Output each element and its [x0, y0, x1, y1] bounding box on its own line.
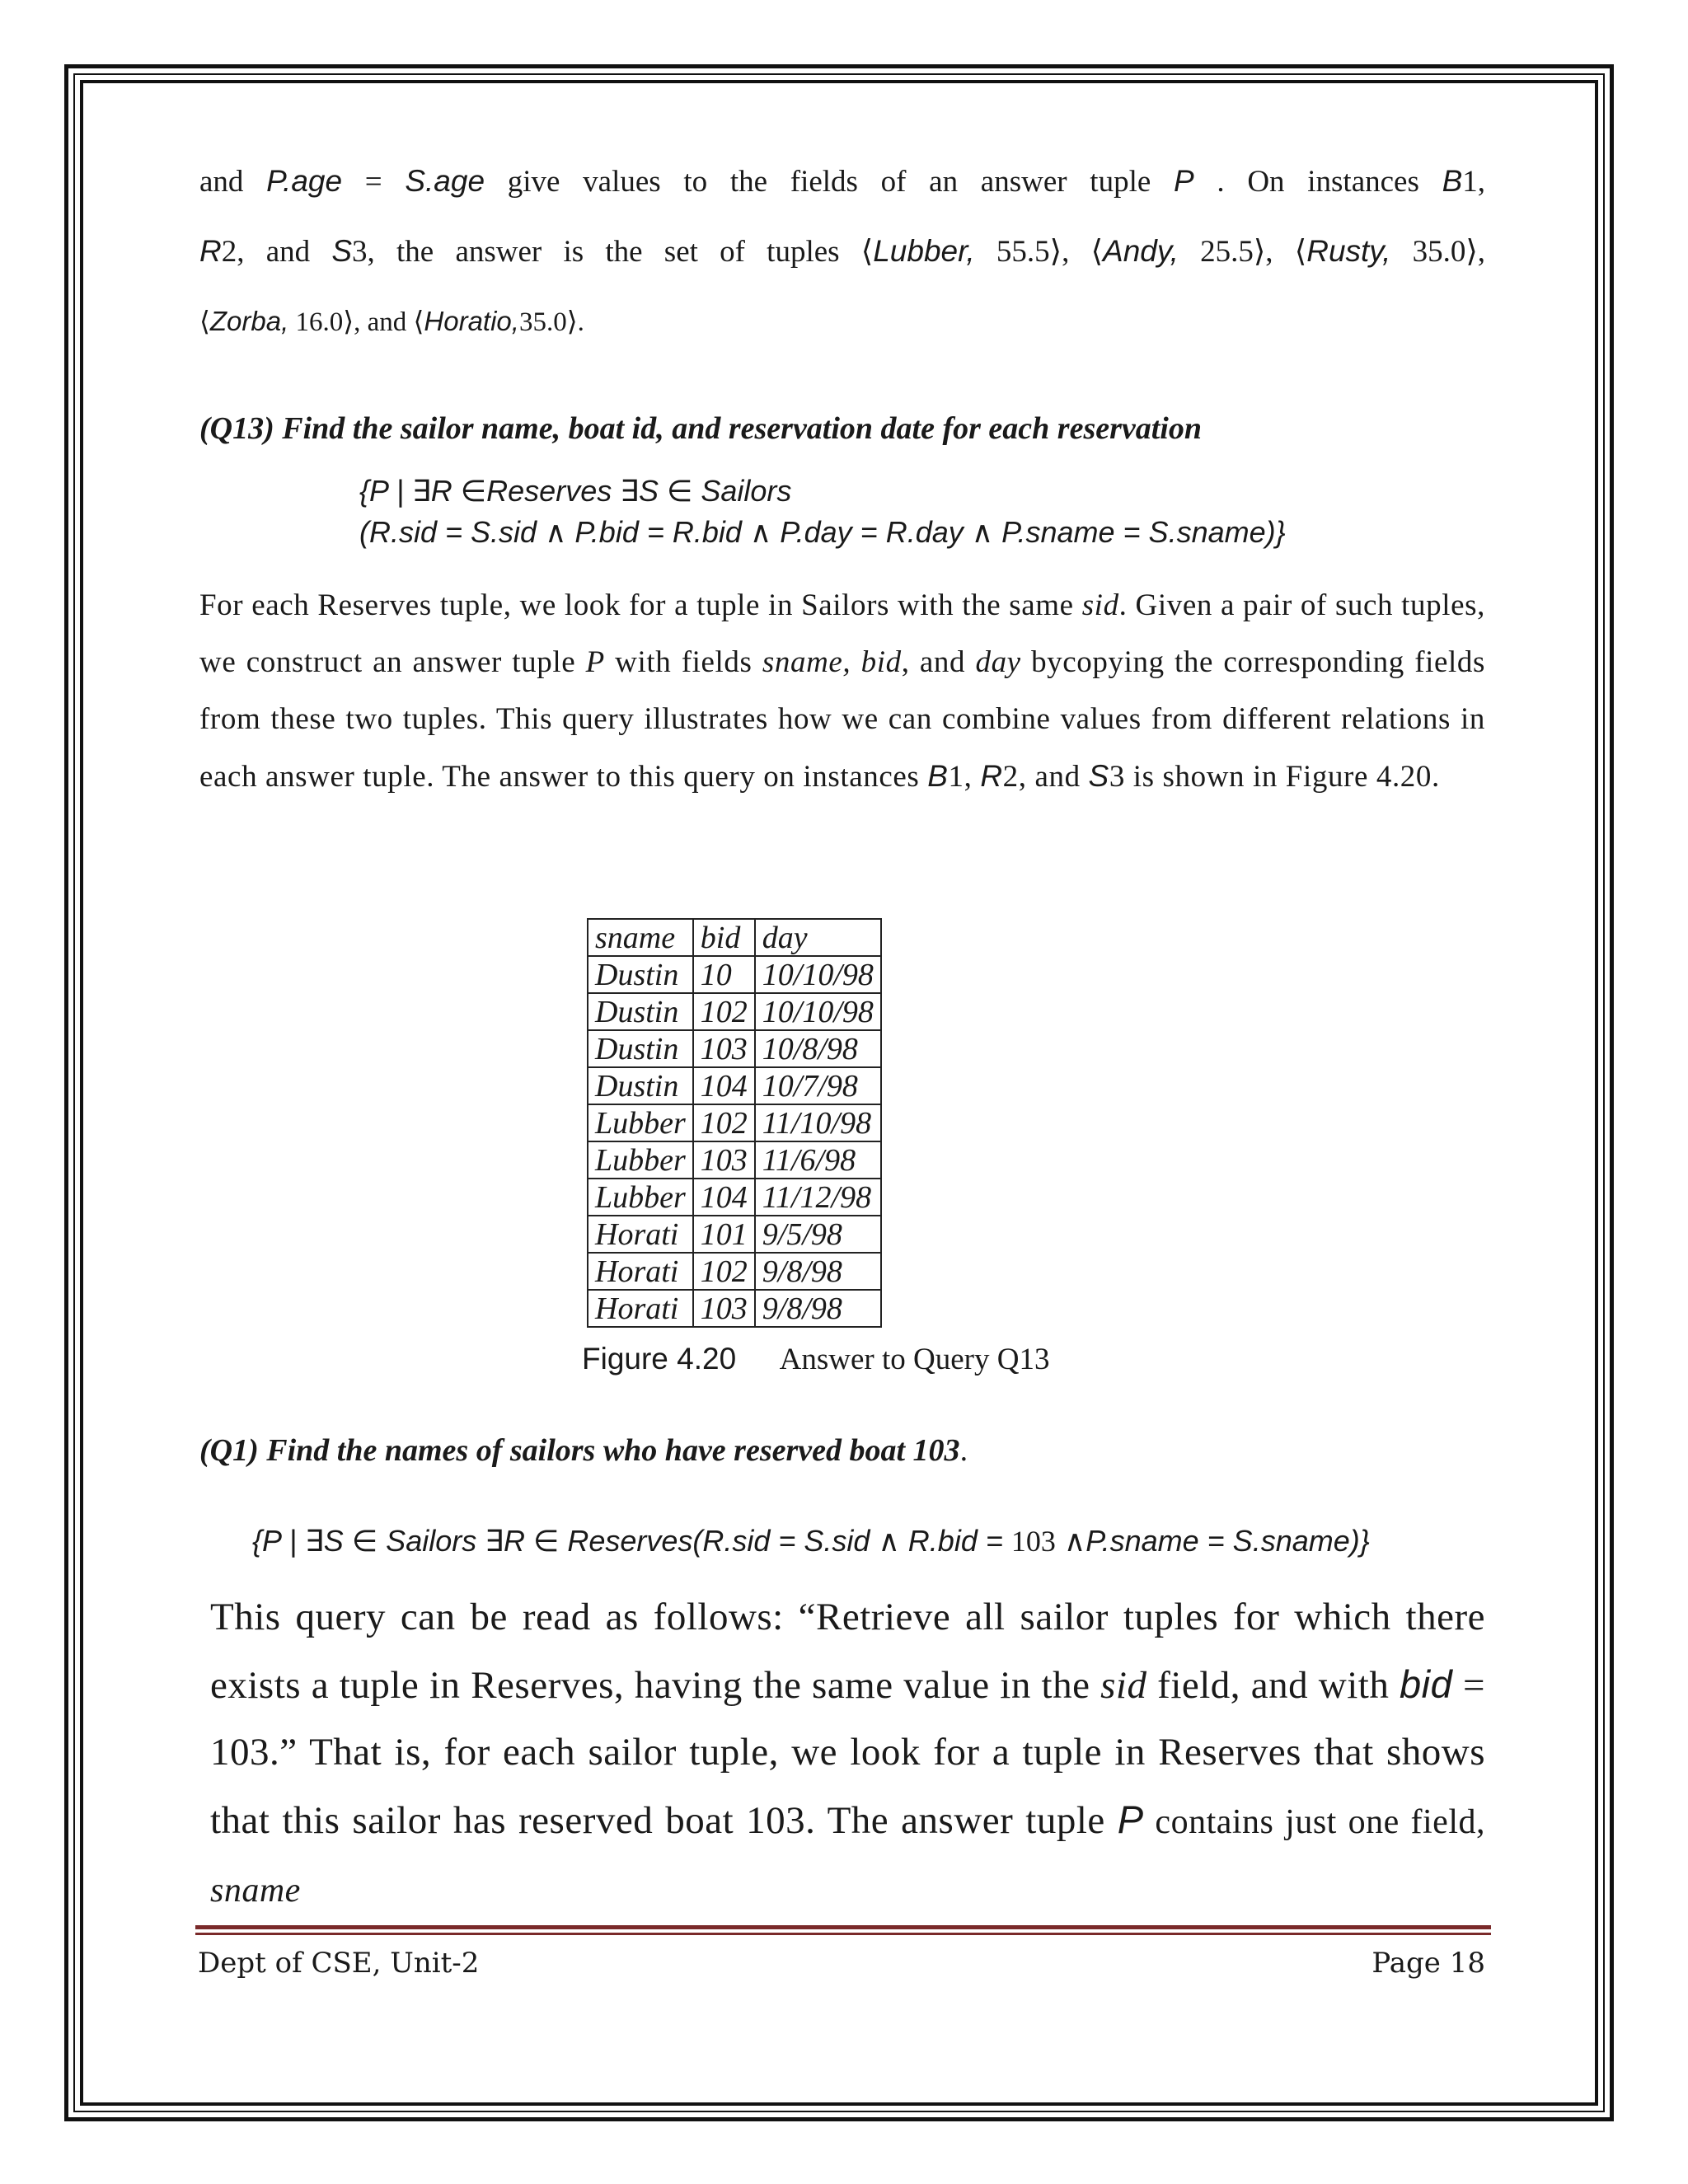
table-row	[588, 1067, 881, 1104]
table-row	[588, 1216, 881, 1253]
table-row	[588, 1179, 881, 1216]
table-cell: 11/12/98	[755, 1179, 881, 1216]
answer-table	[587, 918, 882, 1328]
table-header-cell: sname	[588, 919, 693, 956]
intro-line-3: ⟨Zorba, 16.0⟩, and ⟨Horatio,35.0⟩.	[199, 306, 584, 337]
footer-rule-thin	[195, 1933, 1491, 1935]
q1-section	[199, 1432, 1485, 1469]
table-cell: 104	[693, 1067, 755, 1104]
table-row	[588, 1104, 881, 1141]
table-cell: Dustin	[588, 1030, 693, 1067]
table-cell: Lubber	[588, 1141, 693, 1179]
table-cell: 103	[693, 1290, 755, 1327]
table-cell: 102	[693, 1253, 755, 1290]
q13-paragraph-block	[199, 577, 1485, 805]
table-row	[588, 993, 881, 1030]
table-cell: Dustin	[588, 993, 693, 1030]
table-row	[588, 956, 881, 993]
figure-label: Figure 4.20	[582, 1342, 737, 1376]
table-cell: 101	[693, 1216, 755, 1253]
q13-formula-line-2: (R.sid = S.sid ∧ P.bid = R.bid ∧ P.day = R.day ∧ P.sname = S.sname)}	[359, 515, 1286, 549]
table-cell: 103	[693, 1030, 755, 1067]
table-header-row	[588, 919, 881, 956]
table-row	[588, 1030, 881, 1067]
table-cell: 102	[693, 993, 755, 1030]
q13-formula-line-1: {P | ∃R ∈Reserves ∃S ∈ Sailors	[359, 474, 792, 508]
table-cell: 10/10/98	[755, 993, 881, 1030]
table-row	[588, 1141, 881, 1179]
q13-formula	[359, 471, 1431, 552]
footer-department: Dept of CSE, Unit-2	[198, 1947, 480, 1980]
intro-line-1: and P.age = S.age give values to the fields of an answer tuple P . On instances B1,	[199, 164, 1486, 199]
q1-formula-line: {P | ∃S ∈ Sailors ∃R ∈ Reserves(R.sid = S.sid ∧ R.bid = 103 ∧P.sname = S.sname)}	[252, 1524, 1370, 1558]
table-cell: 9/8/98	[755, 1290, 881, 1327]
figure-caption	[582, 1342, 1049, 1377]
table-cell: 10/7/98	[755, 1067, 881, 1104]
table-header-cell: bid	[693, 919, 755, 956]
table-cell: 11/10/98	[755, 1104, 881, 1141]
table-cell: Dustin	[588, 956, 693, 993]
table-cell: 103	[693, 1141, 755, 1179]
table-cell: Dustin	[588, 1067, 693, 1104]
footer-rule	[195, 1925, 1491, 1929]
table-header-cell: day	[755, 919, 881, 956]
table-cell: 9/5/98	[755, 1216, 881, 1253]
table-cell: 102	[693, 1104, 755, 1141]
q1-heading: (Q1) Find the names of sailors who have reserved boat 103.	[199, 1433, 968, 1468]
table-row	[588, 1290, 881, 1327]
table-cell: Lubber	[588, 1179, 693, 1216]
footer-page-number: Page 18	[1372, 1947, 1485, 1980]
table-cell: Lubber	[588, 1104, 693, 1141]
intro-paragraph	[199, 157, 1485, 347]
q13-section	[199, 410, 1485, 447]
table-cell: 10/10/98	[755, 956, 881, 993]
q1-formula	[252, 1521, 1489, 1561]
q1-paragraph: This query can be read as follows: “Retrieve all sailor tuples for which there exists a tuple in Reserves, having the same value in the sid field, and with bid = 103.” That is, for each sailor tuple, we look for a tuple in Reserves that shows that this sailor has reserved boat 103. The answer tuple P contains just one field, sname	[210, 1596, 1485, 1910]
intro-line-2: R2, and S3, the answer is the set of tuples ⟨Lubber, 55.5⟩, ⟨Andy, 25.5⟩, ⟨Rusty, 35.0⟩,	[199, 234, 1486, 269]
table-cell: Horati	[588, 1216, 693, 1253]
table-cell: Horati	[588, 1290, 693, 1327]
figure-caption-text: Answer to Query Q13	[779, 1343, 1050, 1376]
table-cell: 9/8/98	[755, 1253, 881, 1290]
table-cell: 10/8/98	[755, 1030, 881, 1067]
table-row	[588, 1253, 881, 1290]
table-cell: 10	[693, 956, 755, 993]
table-cell: Horati	[588, 1253, 693, 1290]
table-cell: 104	[693, 1179, 755, 1216]
q13-paragraph: For each Reserves tuple, we look for a tuple in Sailors with the same sid. Given a pair of such tuples, we construct an answer tuple P with fields sname, bid, and day bycopying the corresponding fields from these two tuples. This query illustrates how we can combine values from different relations in each answer tuple. The answer to this query on instances B1, R2, and S3 is shown in Figure 4.20.	[199, 588, 1485, 794]
q13-heading: (Q13) Find the sailor name, boat id, and reservation date for each reservation	[199, 411, 1202, 446]
table-cell: 11/6/98	[755, 1141, 881, 1179]
q1-paragraph-block	[210, 1584, 1485, 1924]
